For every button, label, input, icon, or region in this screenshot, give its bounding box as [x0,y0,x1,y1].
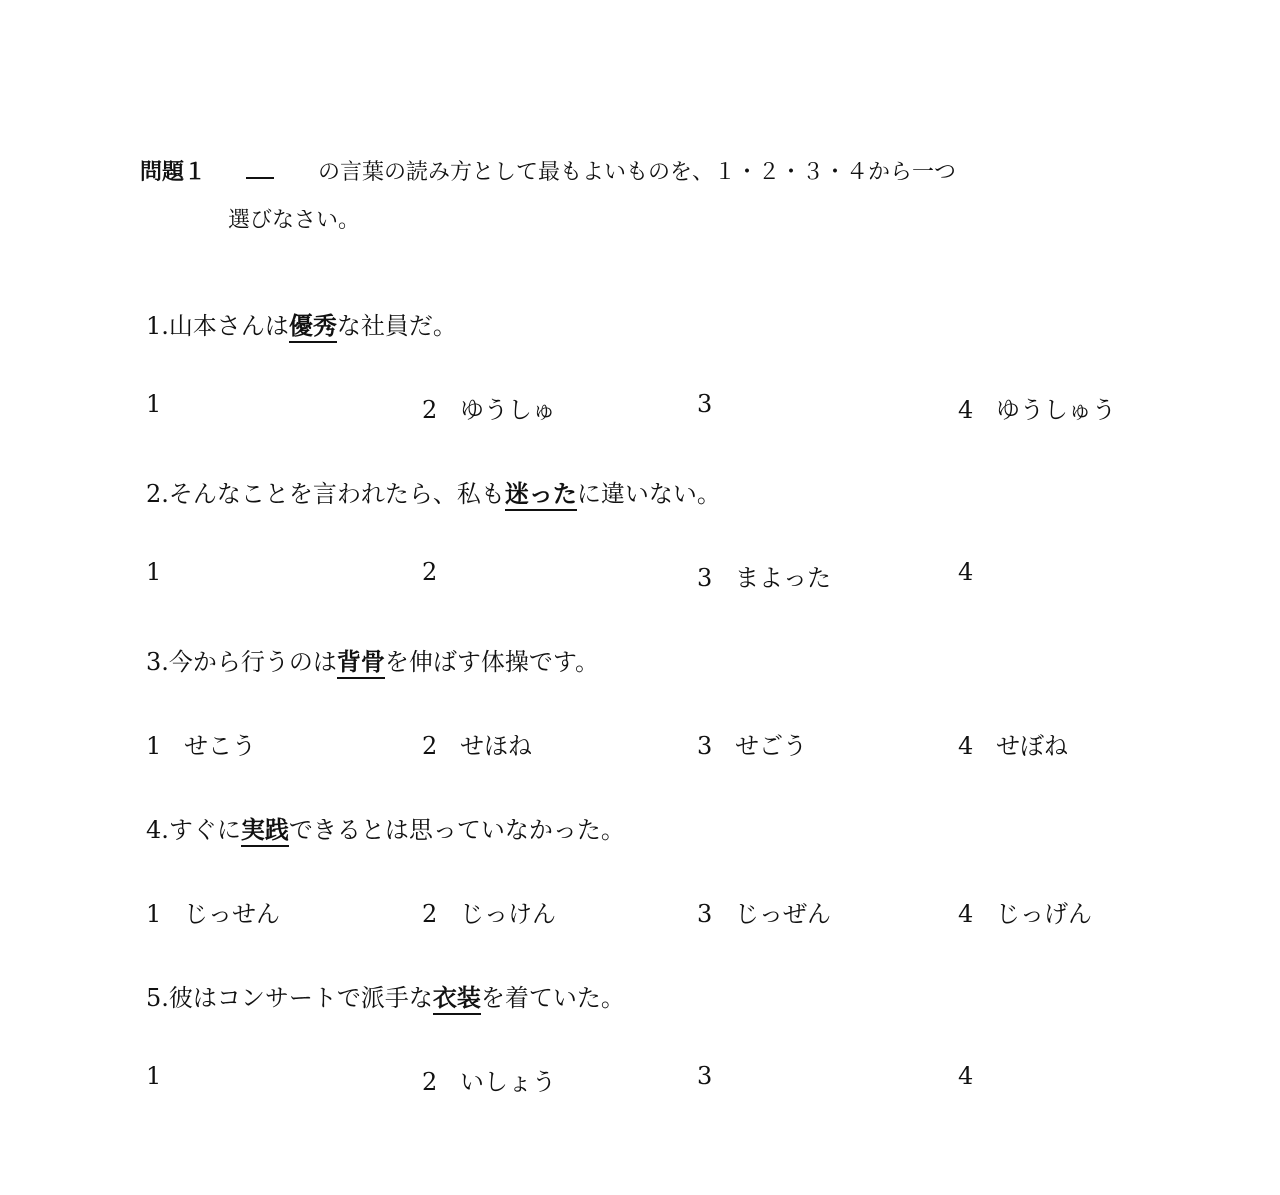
option-text: せごう [735,732,807,760]
option-2[interactable] [422,390,556,425]
question-prefix: 4.すぐに [146,816,241,844]
option-number: 3 [697,1062,713,1090]
option-text: じっげん [996,900,1092,928]
option-4[interactable] [958,1062,996,1090]
question-3 [146,642,599,677]
option-1[interactable] [146,390,184,418]
option-number: 2 [422,1068,438,1096]
instruction-line-2: 選びなさい。 [228,208,361,233]
option-1[interactable] [146,726,256,761]
question-4 [146,810,625,845]
question-target-word: 衣装 [433,983,481,1015]
option-number: 3 [697,732,713,760]
option-text: じっけん [460,900,556,928]
option-2[interactable] [422,558,460,586]
option-4[interactable] [958,390,1116,425]
question-prefix: 5.彼はコンサートで派手な [146,984,433,1012]
question-suffix: に違いない。 [576,480,721,508]
option-number: 3 [697,900,713,928]
question-suffix: を着ていた。 [480,984,625,1012]
option-text: ゆうしゅう [996,396,1116,424]
option-number: 4 [958,732,974,760]
option-number: 4 [958,1062,974,1090]
option-number: 4 [958,396,974,424]
option-2[interactable] [422,894,556,929]
question-suffix: できるとは思っていなかった。 [288,816,625,844]
option-1[interactable] [146,558,184,586]
option-text: せほね [460,732,532,760]
option-text: じっぜん [735,900,831,928]
option-number: 4 [958,558,974,586]
option-3[interactable] [697,390,735,418]
option-number: 4 [958,900,974,928]
option-number: 2 [422,558,438,586]
question-target-word: 実践 [241,815,289,847]
option-2[interactable] [422,726,532,761]
option-number: 1 [146,558,162,586]
question-prefix: 2.そんなことを言われたら、私も [146,480,505,508]
option-4[interactable] [958,894,1092,929]
question-target-word: 優秀 [289,311,337,343]
option-1[interactable] [146,894,280,929]
option-4[interactable] [958,558,996,586]
option-number: 2 [422,900,438,928]
question-target-word: 迷った [505,479,577,511]
option-3[interactable] [697,1062,735,1090]
option-3[interactable] [697,558,831,593]
question-suffix: な社員だ。 [336,312,457,340]
option-number: 1 [146,732,162,760]
question-suffix: を伸ばす体操です。 [384,648,599,676]
option-number: 1 [146,900,162,928]
option-3[interactable] [697,726,807,761]
option-text: せぼね [996,732,1068,760]
question-5 [146,978,625,1013]
underline-blank [246,157,274,179]
instruction-line-1 [140,156,1140,190]
question-prefix: 1.山本さんは [146,312,289,340]
option-text: じっせん [184,900,280,928]
option-number: 1 [146,1062,162,1090]
problem-label: 問題１ [140,160,207,185]
question-target-word: 背骨 [337,647,385,679]
question-2 [146,474,721,509]
question-1 [146,306,457,341]
option-text: いしょう [460,1068,556,1096]
option-1[interactable] [146,1062,184,1090]
option-text: まよった [735,564,831,592]
option-number: 3 [697,564,713,592]
option-text: ゆうしゅ [460,396,556,424]
option-number: 2 [422,732,438,760]
option-2[interactable] [422,1062,556,1097]
instruction-text-1: の言葉の読み方として最もよいものを、１・２・３・４から一つ [318,160,957,185]
instruction [140,156,1140,233]
option-3[interactable] [697,894,831,929]
option-number: 1 [146,390,162,418]
question-prefix: 3.今から行うのは [146,648,337,676]
option-number: 2 [422,396,438,424]
option-4[interactable] [958,726,1068,761]
option-text: せこう [184,732,256,760]
option-number: 3 [697,390,713,418]
